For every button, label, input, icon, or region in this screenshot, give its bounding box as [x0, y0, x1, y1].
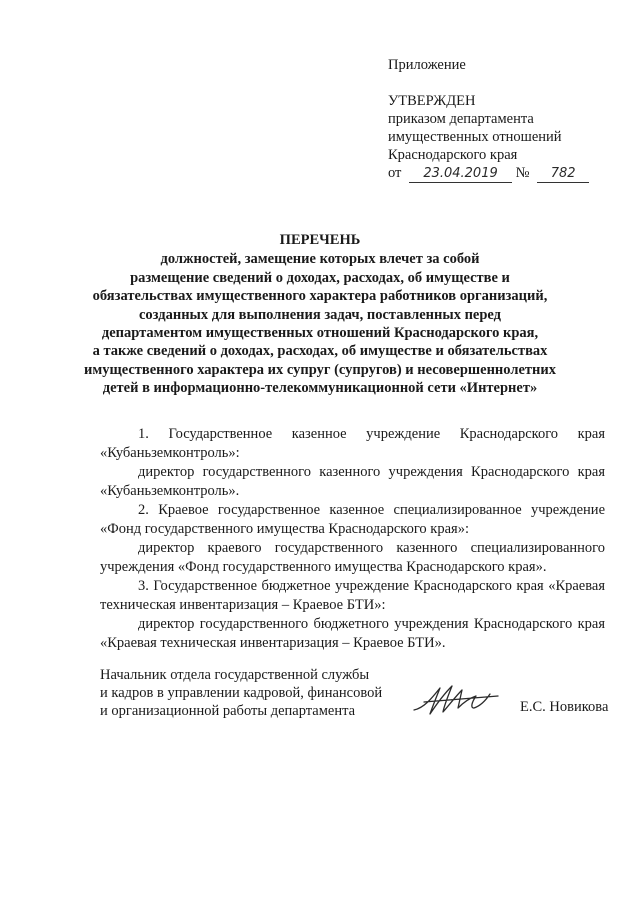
- approval-stamp: [388, 56, 589, 183]
- title-line: обязательствах имущественного характера работников организаций,: [92, 288, 548, 305]
- order-date-number-line: [388, 164, 589, 183]
- order-line-3: Краснодарского края: [388, 147, 518, 163]
- title-line: должностей, замещение которых влечет за собой: [160, 251, 480, 268]
- list-item-institution: 3. Государственное бюджетное учреждение Краснодарского края «Краевая техническая инвентаризация – Краевое БТИ»:: [100, 578, 606, 613]
- list-item-number: 1.: [138, 426, 149, 442]
- list-item-number: 3.: [138, 578, 149, 594]
- title-line: детей в информационно-телекоммуникационной сети «Интернет»: [102, 380, 538, 397]
- signer-name: Е.С. Новикова: [520, 699, 609, 715]
- order-line-2: имущественных отношений: [388, 129, 562, 145]
- appendix-label: Приложение: [388, 57, 466, 73]
- from-label: от: [388, 165, 402, 181]
- title-line: созданных для выполнения задач, поставленных перед: [139, 306, 501, 323]
- list-item-position: директор государственного казенного учреждения Краснодарского края «Кубаньземконтроль».: [100, 464, 605, 499]
- order-number: 782: [537, 166, 589, 183]
- list-item-position: директор государственного бюджетного учреждения Краснодарского края «Краевая техническая инвентаризация – Краевое БТИ».: [100, 616, 605, 651]
- positions-list: [100, 425, 605, 653]
- list-item-number: 2.: [138, 502, 149, 518]
- title-heading: ПЕРЕЧЕНЬ: [279, 232, 361, 248]
- number-label: №: [515, 165, 530, 181]
- list-item-institution: 2. Краевое государственное казенное специализированное учреждение «Фонд государственного имущества Краснодарского края»:: [100, 502, 606, 537]
- signatory-title-line-3: и организационной работы департамента: [100, 703, 356, 719]
- title-line: а также сведений о доходах, расходах, об имуществе и обязательствах: [92, 343, 548, 360]
- signatory-block: [100, 666, 382, 720]
- list-item-position: директор краевого государственного казенного специализированного учреждения «Фонд государственного имущества Краснодарского края».: [100, 540, 605, 575]
- list-item-institution: 1. Государственное казенное учреждение Краснодарского края «Кубаньземконтроль»:: [100, 426, 606, 461]
- signatory-title-line-1: Начальник отдела государственной службы: [100, 667, 370, 683]
- title-line: департаментом имущественных отношений Краснодарского края,: [101, 325, 539, 342]
- title-line: имущественного характера их супруг (супругов) и несовершеннолетних: [83, 361, 556, 378]
- title-line: размещение сведений о доходах, расходах, об имуществе и: [130, 269, 510, 286]
- order-date: 23.04.2019: [409, 166, 512, 183]
- signatory-title-line-2: и кадров в управлении кадровой, финансовой: [100, 685, 383, 701]
- document-title: [60, 231, 580, 398]
- handwritten-signature: [410, 680, 505, 720]
- approved-label: УТВЕРЖДЕН: [388, 93, 476, 109]
- order-line-1: приказом департамента: [388, 111, 534, 127]
